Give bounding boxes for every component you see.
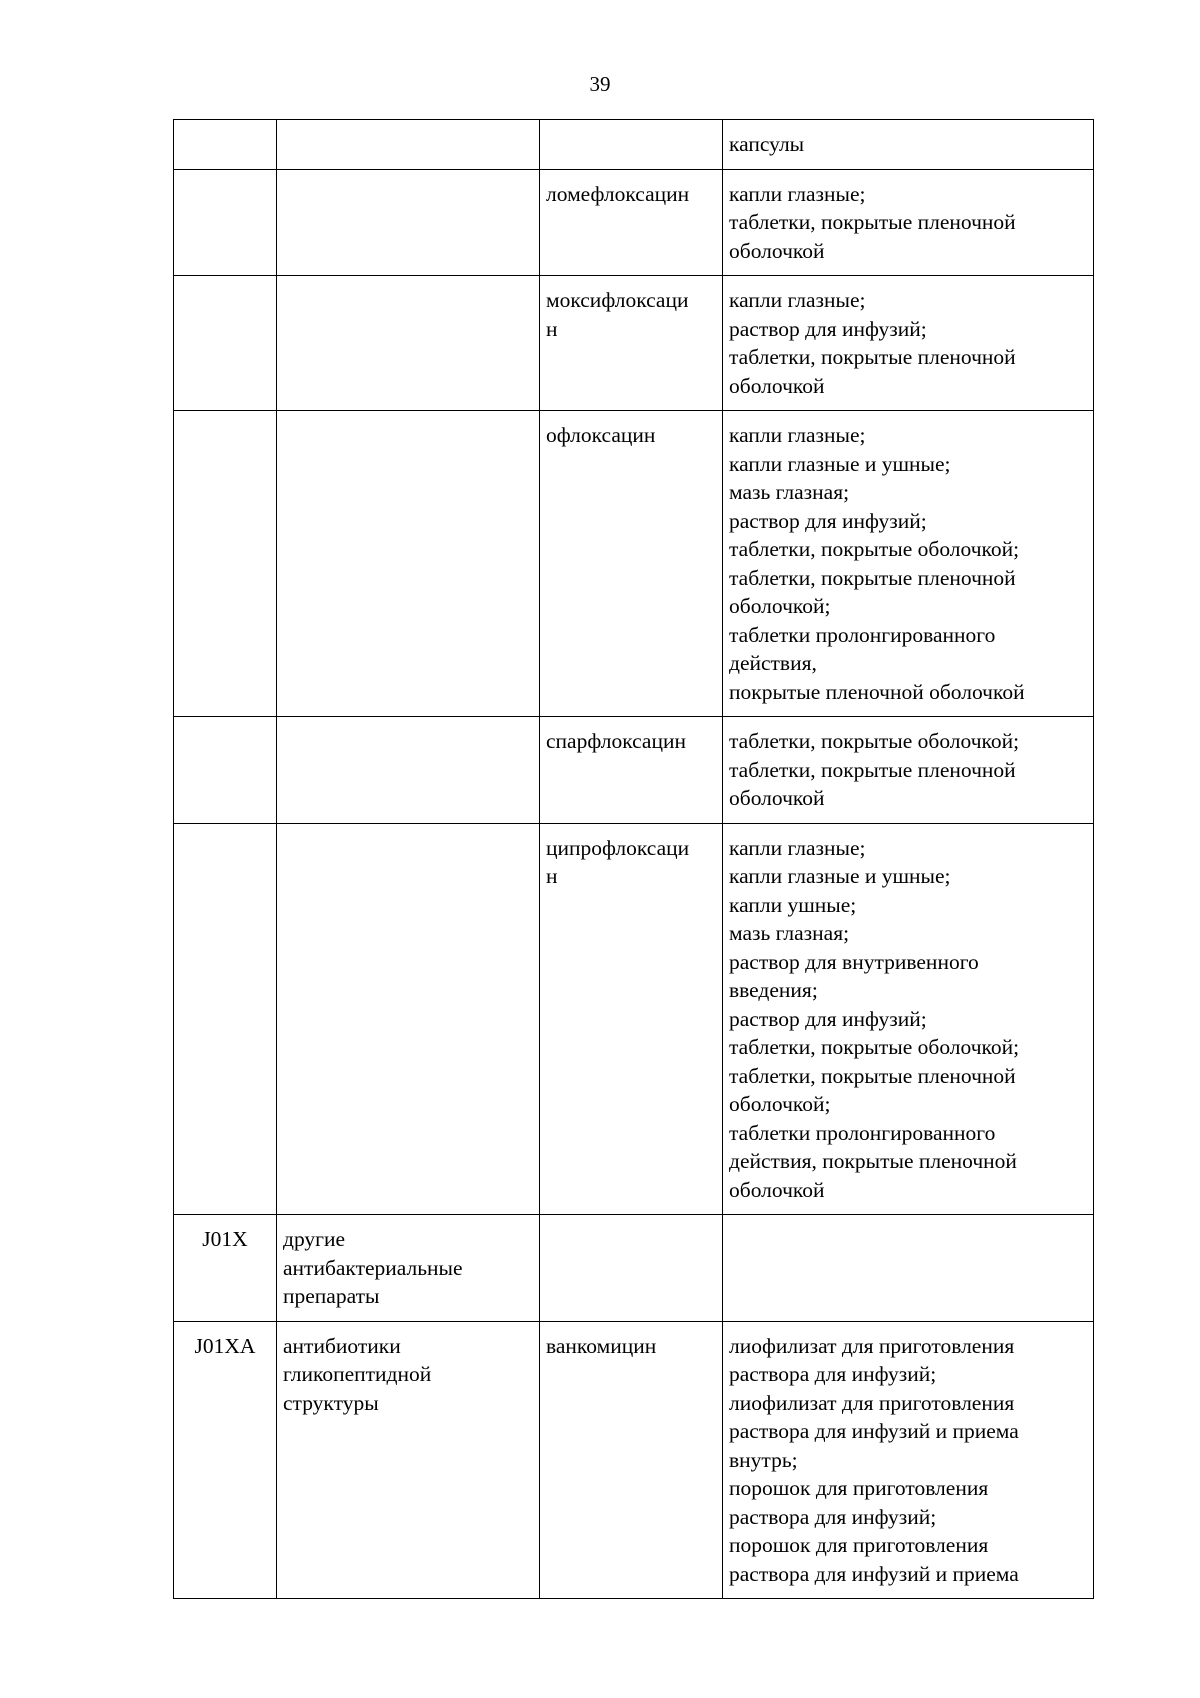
atc-group-cell (277, 411, 540, 717)
drug-name-cell (540, 120, 723, 170)
table-row (174, 411, 1094, 717)
atc-group-cell (277, 276, 540, 411)
dosage-forms-line: оболочкой; (729, 594, 831, 618)
drug-table (173, 119, 1094, 1599)
dosage-forms-cell (723, 1215, 1094, 1322)
dosage-forms-line: капли глазные; (729, 181, 866, 206)
dosage-forms-cell (723, 1321, 1094, 1599)
drug-table-body (174, 120, 1094, 1599)
atc-code-text: J01X (202, 1227, 248, 1251)
drug-name-cell (540, 169, 723, 276)
dosage-forms-line: раствора для инфузий и приема (729, 1419, 1019, 1443)
dosage-forms-line: действия, (729, 651, 817, 675)
atc-group-line: гликопептидной (283, 1362, 432, 1386)
drug-name-line: ципрофлоксаци (546, 835, 690, 860)
dosage-forms-line: оболочкой; (729, 1092, 831, 1116)
dosage-forms-line: капсулы (729, 132, 805, 156)
drug-name-cell (540, 411, 723, 717)
dosage-forms-line: таблетки пролонгированного (729, 1120, 996, 1145)
dosage-forms-line: порошок для приготовления (729, 1533, 989, 1557)
dosage-forms-line: внутрь; (729, 1447, 798, 1472)
atc-code-cell (174, 1321, 277, 1599)
drug-name-line: офлоксацин (546, 423, 656, 447)
table-row (174, 717, 1094, 824)
drug-name-line: н (546, 864, 558, 888)
dosage-forms-line: таблетки, покрытые пленочной (729, 565, 1016, 590)
dosage-forms-line: таблетки, покрытые оболочкой; (729, 729, 1020, 753)
drug-name-cell (540, 717, 723, 824)
dosage-forms-line: таблетки, покрытые пленочной (729, 345, 1016, 369)
table-row (174, 1321, 1094, 1599)
dosage-forms-line: капли ушные; (729, 892, 857, 917)
atc-group-cell (277, 1321, 540, 1599)
dosage-forms-line: введения; (729, 978, 818, 1002)
atc-code-cell (174, 823, 277, 1215)
atc-code-cell (174, 1215, 277, 1322)
dosage-forms-cell (723, 717, 1094, 824)
dosage-forms-line: раствора для инфузий; (729, 1504, 937, 1529)
dosage-forms-line: мазь глазная; (729, 921, 850, 945)
dosage-forms-line: оболочкой (729, 786, 825, 810)
dosage-forms-line: раствор для внутривенного (729, 949, 979, 974)
drug-name-line: спарфлоксацин (546, 729, 686, 753)
table-row (174, 120, 1094, 170)
drug-name-line: ломефлоксацин (546, 181, 690, 206)
dosage-forms-line: таблетки, покрытые оболочкой; (729, 1035, 1020, 1059)
dosage-forms-line: таблетки пролонгированного (729, 622, 996, 647)
atc-group-cell (277, 1215, 540, 1322)
dosage-forms-line: таблетки, покрытые пленочной (729, 1063, 1016, 1088)
dosage-forms-line: оболочкой (729, 373, 825, 398)
atc-group-line: другие (283, 1227, 346, 1251)
atc-code-cell (174, 411, 277, 717)
dosage-forms-cell (723, 276, 1094, 411)
drug-name-cell (540, 823, 723, 1215)
drug-name-line: ванкомицин (546, 1333, 657, 1358)
dosage-forms-line: таблетки, покрытые пленочной (729, 757, 1016, 782)
atc-group-cell (277, 120, 540, 170)
atc-code-cell (174, 717, 277, 824)
atc-code-cell (174, 276, 277, 411)
dosage-forms-line: раствора для инфузий и приема (729, 1561, 1019, 1586)
atc-group-cell (277, 717, 540, 824)
atc-group-line: структуры (283, 1390, 379, 1415)
dosage-forms-line: мазь глазная; (729, 480, 850, 504)
dosage-forms-cell (723, 120, 1094, 170)
table-row (174, 823, 1094, 1215)
dosage-forms-line: оболочкой (729, 1177, 825, 1202)
table-row (174, 169, 1094, 276)
drug-name-line: моксифлоксаци (546, 288, 689, 312)
dosage-forms-line: раствор для инфузий; (729, 316, 927, 341)
dosage-forms-line: действия, покрытые пленочной (729, 1149, 1017, 1173)
dosage-forms-cell (723, 823, 1094, 1215)
dosage-forms-line: капли глазные и ушные; (729, 864, 951, 888)
dosage-forms-line: капли глазные; (729, 288, 866, 312)
dosage-forms-line: капли глазные; (729, 835, 866, 860)
drug-name-cell (540, 276, 723, 411)
dosage-forms-line: таблетки, покрытые пленочной (729, 210, 1016, 234)
dosage-forms-cell (723, 169, 1094, 276)
dosage-forms-line: раствор для инфузий; (729, 1006, 927, 1031)
atc-group-line: антибактериальные (283, 1255, 463, 1280)
atc-group-line: препараты (283, 1284, 380, 1308)
dosage-forms-line: порошок для приготовления (729, 1476, 989, 1500)
atc-group-line: антибиотики (283, 1333, 401, 1358)
drug-name-cell (540, 1215, 723, 1322)
table-row (174, 1215, 1094, 1322)
dosage-forms-line: капли глазные и ушные; (729, 451, 951, 476)
atc-group-cell (277, 823, 540, 1215)
dosage-forms-line: покрытые пленочной оболочкой (729, 679, 1025, 704)
dosage-forms-line: раствора для инфузий; (729, 1362, 937, 1386)
dosage-forms-line: лиофилизат для приготовления (729, 1390, 1015, 1415)
dosage-forms-cell (723, 411, 1094, 717)
page-number: 39 (589, 72, 611, 96)
dosage-forms-line: оболочкой (729, 238, 825, 263)
atc-code-cell (174, 169, 277, 276)
table-row (174, 276, 1094, 411)
dosage-forms-line: раствор для инфузий; (729, 508, 927, 533)
atc-group-cell (277, 169, 540, 276)
drug-name-cell (540, 1321, 723, 1599)
atc-code-cell (174, 120, 277, 170)
drug-name-line: н (546, 316, 558, 341)
dosage-forms-line: капли глазные; (729, 423, 866, 447)
dosage-forms-line: лиофилизат для приготовления (729, 1333, 1015, 1358)
atc-code-text: J01XA (194, 1333, 256, 1358)
dosage-forms-line: таблетки, покрытые оболочкой; (729, 537, 1020, 561)
